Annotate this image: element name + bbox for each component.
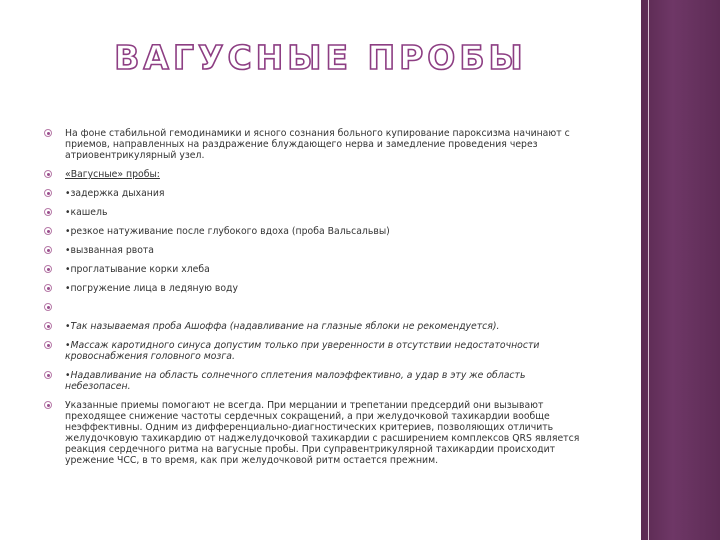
list-item [44,400,584,466]
list-item-text: •погружение лица в ледяную воду [65,283,238,294]
list-item-text: •Так называемая проба Ашоффа (надавливание на глазные яблоки не рекомендуется). [65,321,500,332]
bullet-icon [44,401,52,409]
list-item-text: На фоне стабильной гемодинамики и ясного сознания больного купирование пароксизма начинают с приемов, направленных на раздражение блуждающего нерва и замедление проведения через атриовентрикулярный узел. [65,128,570,161]
bullet-icon [44,227,52,235]
list-item [44,302,584,313]
list-item-text: •вызванная рвота [65,245,155,256]
bullet-icon [44,322,52,330]
list-item-text: •проглатывание корки хлеба [65,264,210,275]
list-item-text: •кашель [65,207,108,218]
list-item [44,226,584,237]
bullet-icon [44,170,52,178]
list-item [44,245,584,256]
bullet-icon [44,303,52,311]
list-item [44,283,584,294]
list-item [44,128,584,161]
list-item-text: Указанные приемы помогают не всегда. При мерцании и трепетании предсердий они вызывают преходящее снижение частоты сердечных сокращений, а при желудочковой тахикардии вообще неэффективны. Одним из дифференциально-диагностических критериев, позволяющих отличить желудочковую тахикардию от наджелудочковой тахикардии с расширением комплексов QRS является реакция сердечного ритма на вагусные пробы. При суправентрикулярной тахикардии происходит урежение ЧСС, в то время, как при желудочковой ритм остается прежним. [65,400,580,466]
list-item [44,264,584,275]
list-item-text: •Массаж каротидного синуса допустим только при уверенности в отсутствии недостаточности кровоснабжения головного мозга. [65,340,540,362]
slide-title: ВАГУСНЫЕ ПРОБЫ [114,38,527,77]
bullet-icon [44,189,52,197]
bullet-icon [44,208,52,216]
bullet-icon [44,265,52,273]
list-item-text: •резкое натуживание после глубокого вдоха (проба Вальсальвы) [65,226,390,237]
list-item-text: •Надавливание на область солнечного сплетения малоэффективно, а удар в эту же область небезопасен. [65,370,526,392]
bullet-icon [44,129,52,137]
list-item [44,188,584,199]
list-item-text: •задержка дыхания [65,188,165,199]
sidebar-divider-line [648,0,649,540]
sidebar-decoration [641,0,720,540]
list-item [44,169,584,180]
list-item [44,370,584,392]
bullet-list [44,128,584,466]
list-item [44,207,584,218]
bullet-icon [44,246,52,254]
list-item [44,321,584,332]
list-item [44,340,584,362]
list-item-text: «Вагусные» пробы: [65,169,160,180]
bullet-icon [44,341,52,349]
bullet-icon [44,284,52,292]
bullet-icon [44,371,52,379]
